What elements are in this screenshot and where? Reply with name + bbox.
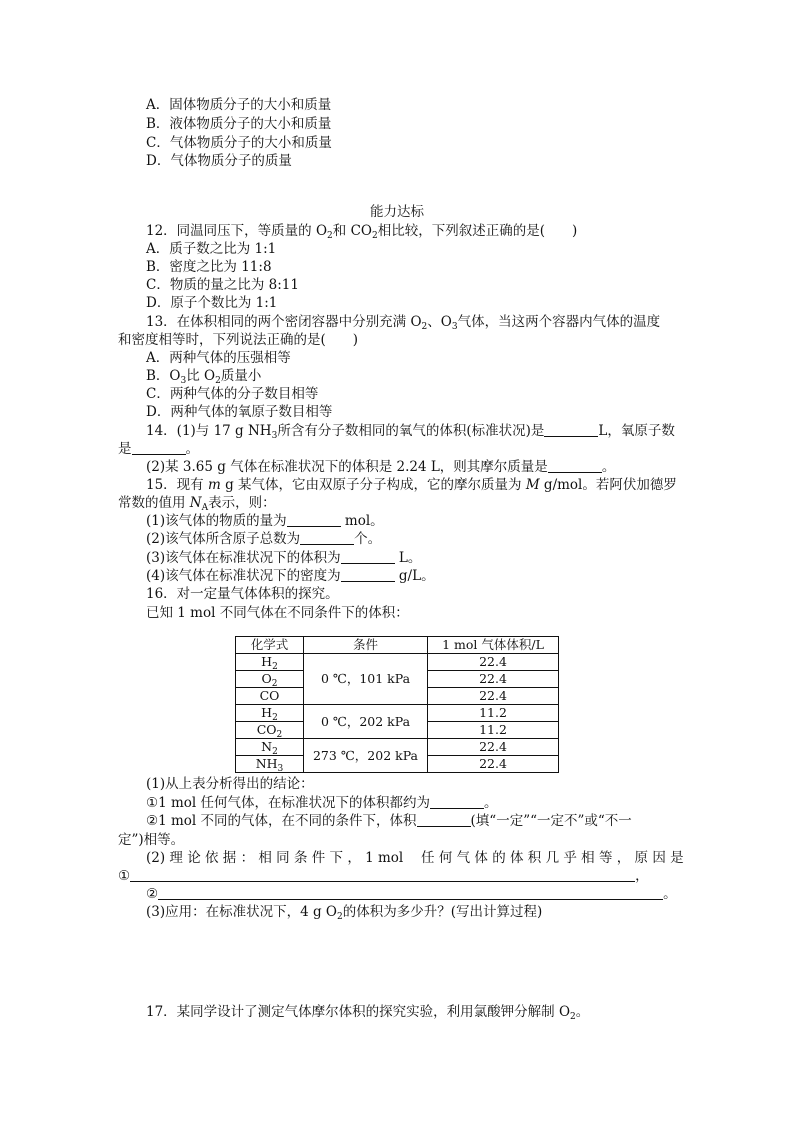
q16-part3: (3)应用：在标准状况下，4 g $O_2$的体积为多少升？(写出计算过程) <box>146 904 543 922</box>
volume-cell: 11.2 <box>428 722 559 739</box>
q13-option-d: D．两种气体的氧原子数目相等 <box>146 404 333 420</box>
formula-cell: $CO_2$ <box>236 722 304 739</box>
q17-stem: 17．某同学设计了测定气体摩尔体积的探究实验，利用氯酸钾分解制 $O_2$。 <box>146 1004 590 1022</box>
q12-option-a: A．质子数之比为 1:1 <box>146 241 277 257</box>
q15-stem-line1: 15．现有 m g 某气体，它由双原子分子构成，它的摩尔质量为 M g/mol。若阿伏加德罗 <box>146 477 677 493</box>
q15-stem-line2: 常数的值用 $N_A$表示，则： <box>118 495 276 513</box>
q12-option-b: B．密度之比为 11:8 <box>146 259 272 275</box>
q15-part4: (4)该气体在标准状况下的密度为 g/L。 <box>146 568 435 584</box>
q13-option-b: B．$O_3$比 $O_2$质量小 <box>146 368 262 386</box>
answer-blank[interactable] <box>548 458 602 473</box>
q13-option-c: C．两种气体的分子数目相等 <box>146 386 319 402</box>
answer-blank[interactable] <box>341 567 395 582</box>
answer-blank[interactable] <box>158 885 663 900</box>
formula-cell: $O_2$ <box>236 671 304 688</box>
q16-part1-b-line2: 定”)相等。 <box>118 832 185 848</box>
answer-blank[interactable] <box>287 512 341 527</box>
option-a: A．固体物质分子的大小和质量 <box>146 97 332 113</box>
answer-blank[interactable] <box>341 549 395 564</box>
table-row <box>236 705 559 722</box>
table-row <box>236 654 559 671</box>
q12-stem: 12．同温同压下，等质量的 $O_2$和 $CO_2$相比较，下列叙述正确的是( ) <box>146 223 578 241</box>
q16-given: 已知 1 mol 不同气体在不同条件下的体积： <box>146 605 409 621</box>
answer-blank[interactable] <box>430 794 484 809</box>
formula-cell: $H_2$ <box>236 654 304 671</box>
q16-part1-a: ①1 mol 任何气体，在标准状况下的体积都约为 。 <box>146 795 498 811</box>
q14-part1-line2: 是 。 <box>118 441 199 457</box>
section-title: 能力达标 <box>370 204 424 220</box>
condition-cell: 0 ℃，202 kPa <box>304 705 428 739</box>
q14-part1-line1: 14．(1)与 17 g $NH_3$所含有分子数相同的氧气的体积(标准状况)是 L，氧原子数 <box>146 423 675 441</box>
q16-stem: 16．对一定量气体体积的探究。 <box>146 586 339 602</box>
table-header: 条件 <box>304 637 428 654</box>
q13-stem-line1: 13．在体积相同的两个密闭容器中分别充满 $O_2$、$O_3$气体，当这两个容器内气体的温度 <box>146 314 661 332</box>
q13-option-a: A．两种气体的压强相等 <box>146 350 291 366</box>
q15-part3: (3)该气体在标准状况下的体积为 L。 <box>146 550 422 566</box>
q14-part2: (2)某 3.65 g 气体在标准状况下的体积是 2.24 L，则其摩尔质量是 。 <box>146 459 616 475</box>
table-row <box>236 739 559 756</box>
volume-cell: 22.4 <box>428 654 559 671</box>
condition-cell: 0 ℃，101 kPa <box>304 654 428 705</box>
condition-cell: 273 ℃，202 kPa <box>304 739 428 773</box>
table-header: 化学式 <box>236 637 304 654</box>
volume-cell: 22.4 <box>428 739 559 756</box>
volume-cell: 11.2 <box>428 705 559 722</box>
option-c: C．气体物质分子的大小和质量 <box>146 135 332 151</box>
answer-blank[interactable] <box>417 812 471 827</box>
gas-volume-table <box>235 636 559 773</box>
q16-part1: (1)从上表分析得出的结论： <box>146 776 314 792</box>
q15-part2: (2)该气体所含原子总数为 个。 <box>146 531 382 547</box>
volume-cell: 22.4 <box>428 688 559 705</box>
answer-blank[interactable] <box>132 440 186 455</box>
answer-blank[interactable] <box>300 530 354 545</box>
table-header-row <box>236 637 559 654</box>
volume-cell: 22.4 <box>428 671 559 688</box>
q16-part2-reason1: ① ， <box>118 868 649 884</box>
option-b: B．液体物质分子的大小和质量 <box>146 116 332 132</box>
answer-blank[interactable] <box>544 422 598 437</box>
q13-stem-line2: 和密度相等时，下列说法正确的是( ) <box>118 332 359 348</box>
formula-cell: $H_2$ <box>236 705 304 722</box>
volume-cell: 22.4 <box>428 756 559 773</box>
formula-cell: CO <box>236 688 304 705</box>
q16-part1-b-line1: ②1 mol 不同的气体，在不同的条件下，体积 (填“一定”“一定不”或“不一 <box>146 813 632 829</box>
answer-blank[interactable] <box>130 867 635 882</box>
formula-cell: $N_2$ <box>236 739 304 756</box>
option-d: D．气体物质分子的质量 <box>146 153 292 169</box>
q12-option-c: C．物质的量之比为 8:11 <box>146 277 299 293</box>
q16-part2: (2) 理 论 依 据 ： 相 同 条 件 下 ， 1 mol 任 何 气 体 的 体 积 几 乎 相 等 ， 原 因 是 <box>146 850 684 866</box>
q15-part1: (1)该气体的物质的量为 mol。 <box>146 513 384 529</box>
q12-option-d: D．原子个数比为 1:1 <box>146 295 278 311</box>
q16-part2-reason2: ② 。 <box>146 886 677 902</box>
formula-cell: $NH_3$ <box>236 756 304 773</box>
table-header: 1 mol 气体体积/L <box>428 637 559 654</box>
